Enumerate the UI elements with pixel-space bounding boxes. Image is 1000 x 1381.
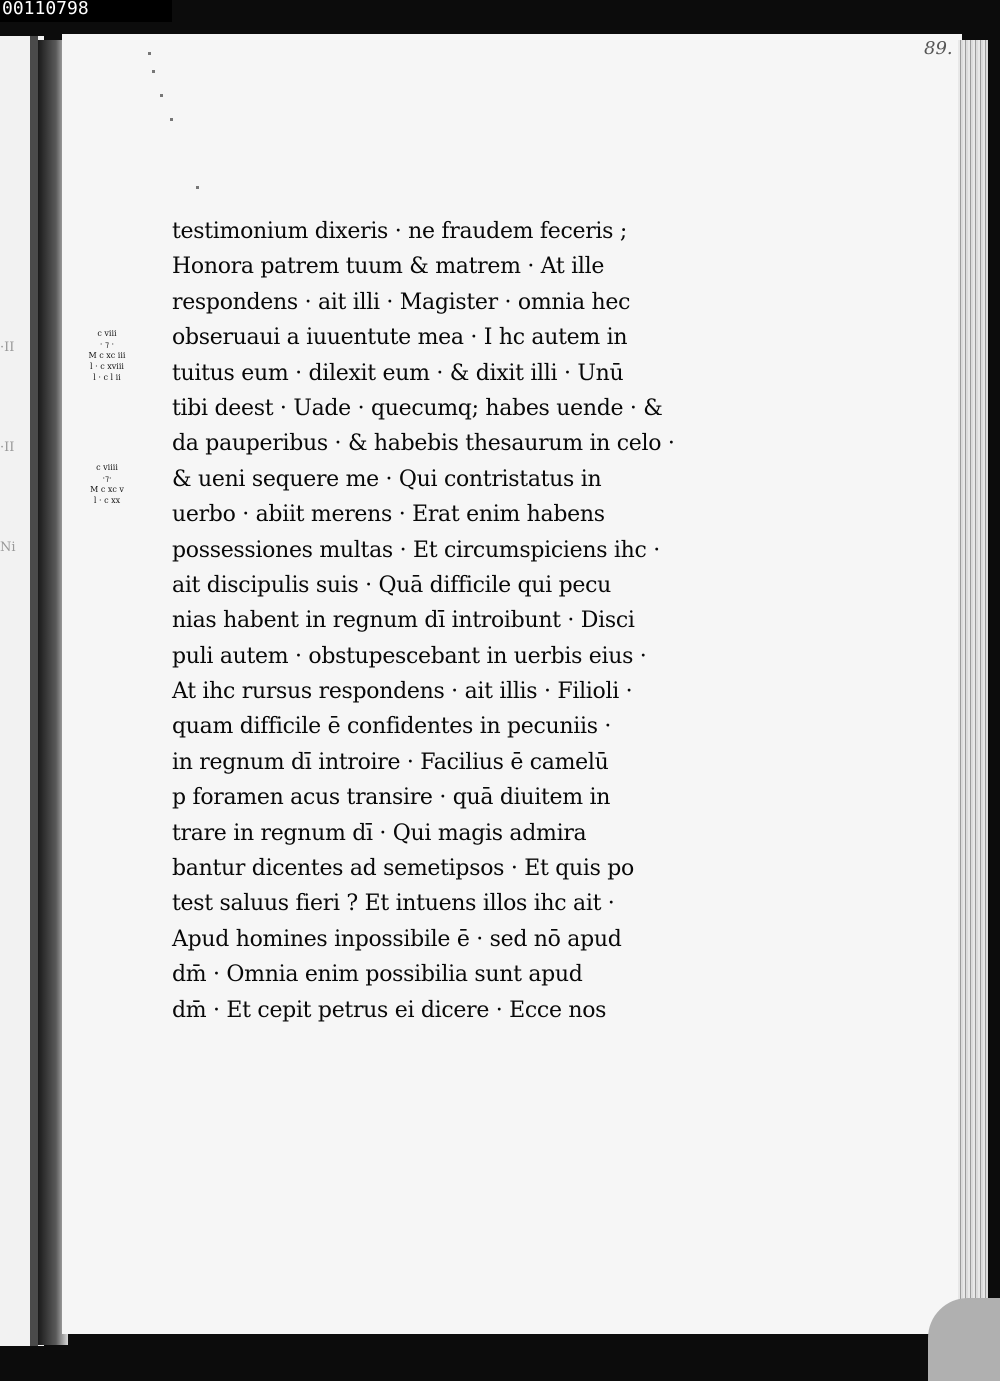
text-line: testimonium dixeris · ne fraudem feceris ; bbox=[172, 219, 627, 244]
text-line: quam difficile ē confidentes in pecuniis · bbox=[172, 714, 612, 740]
text-line: nias habent in regnum dī introibunt · Disci bbox=[172, 608, 635, 634]
text-line: puli autem · obstupescebant in uerbis eius · bbox=[172, 643, 647, 669]
image-id-label: 00110798 bbox=[0, 0, 172, 22]
text-line: Apud homines inpossibile ē · sed nō apud bbox=[172, 926, 622, 952]
left-page-binding-edge bbox=[30, 36, 38, 1346]
marginal-gloss: c viiii ·⁊· M c xc v l · c xx bbox=[90, 463, 124, 505]
text-line: tuitus eum · dilexit eum · & dixit illi · Unū bbox=[172, 360, 624, 386]
left-page-fragment: Ni bbox=[0, 540, 16, 555]
text-line: tibi deest · Uade · quecumq; habes uende · & bbox=[172, 395, 663, 421]
text-line: & ueni sequere me · Qui contristatus in bbox=[172, 466, 602, 492]
text-line: ait discipulis suis · Quā difficile qui pecu bbox=[172, 572, 611, 598]
text-line: in regnum dī introire · Facilius ē camelū bbox=[172, 749, 609, 775]
text-line: obseruaui a iuuentute mea · I hc autem in bbox=[172, 325, 628, 351]
text-line: respondens · ait illi · Magister · omnia hec bbox=[172, 289, 631, 315]
text-line: possessiones multas · Et circumspiciens ihc · bbox=[172, 537, 660, 563]
marginal-gloss: c viii · ⁊ · M c xc iii l · c xviii l · c l ii bbox=[88, 329, 126, 382]
text-line: Honora patrem tuum & matrem · At ille bbox=[172, 254, 605, 280]
text-line: bantur dicentes ad semetipsos · Et quis po bbox=[172, 856, 635, 882]
left-page-fragment: ·II bbox=[0, 440, 15, 455]
left-page-fragment: ·II bbox=[0, 340, 15, 355]
text-line: dm̄ · Omnia enim possibilia sunt apud bbox=[172, 962, 583, 988]
holding-thumb bbox=[928, 1298, 1000, 1381]
text-line: da pauperibus · & habebis thesaurum in celo · bbox=[172, 431, 675, 457]
manuscript-text bbox=[172, 214, 675, 1028]
text-line: dm̄ · Et cepit petrus ei dicere · Ecce nos bbox=[172, 997, 607, 1023]
page-fore-edge bbox=[958, 40, 988, 1340]
folio-number: 89. bbox=[924, 38, 953, 59]
text-line: At ihc rursus respondens · ait illis · Filioli · bbox=[172, 679, 633, 705]
text-line: trare in regnum dī · Qui magis admira bbox=[172, 820, 587, 846]
text-line: uerbo · abiit merens · Erat enim habens bbox=[172, 502, 605, 528]
text-line: p foramen acus transire · quā diuitem in bbox=[172, 785, 611, 811]
text-line: test saluus fieri ? Et intuens illos ihc ait · bbox=[172, 891, 615, 917]
